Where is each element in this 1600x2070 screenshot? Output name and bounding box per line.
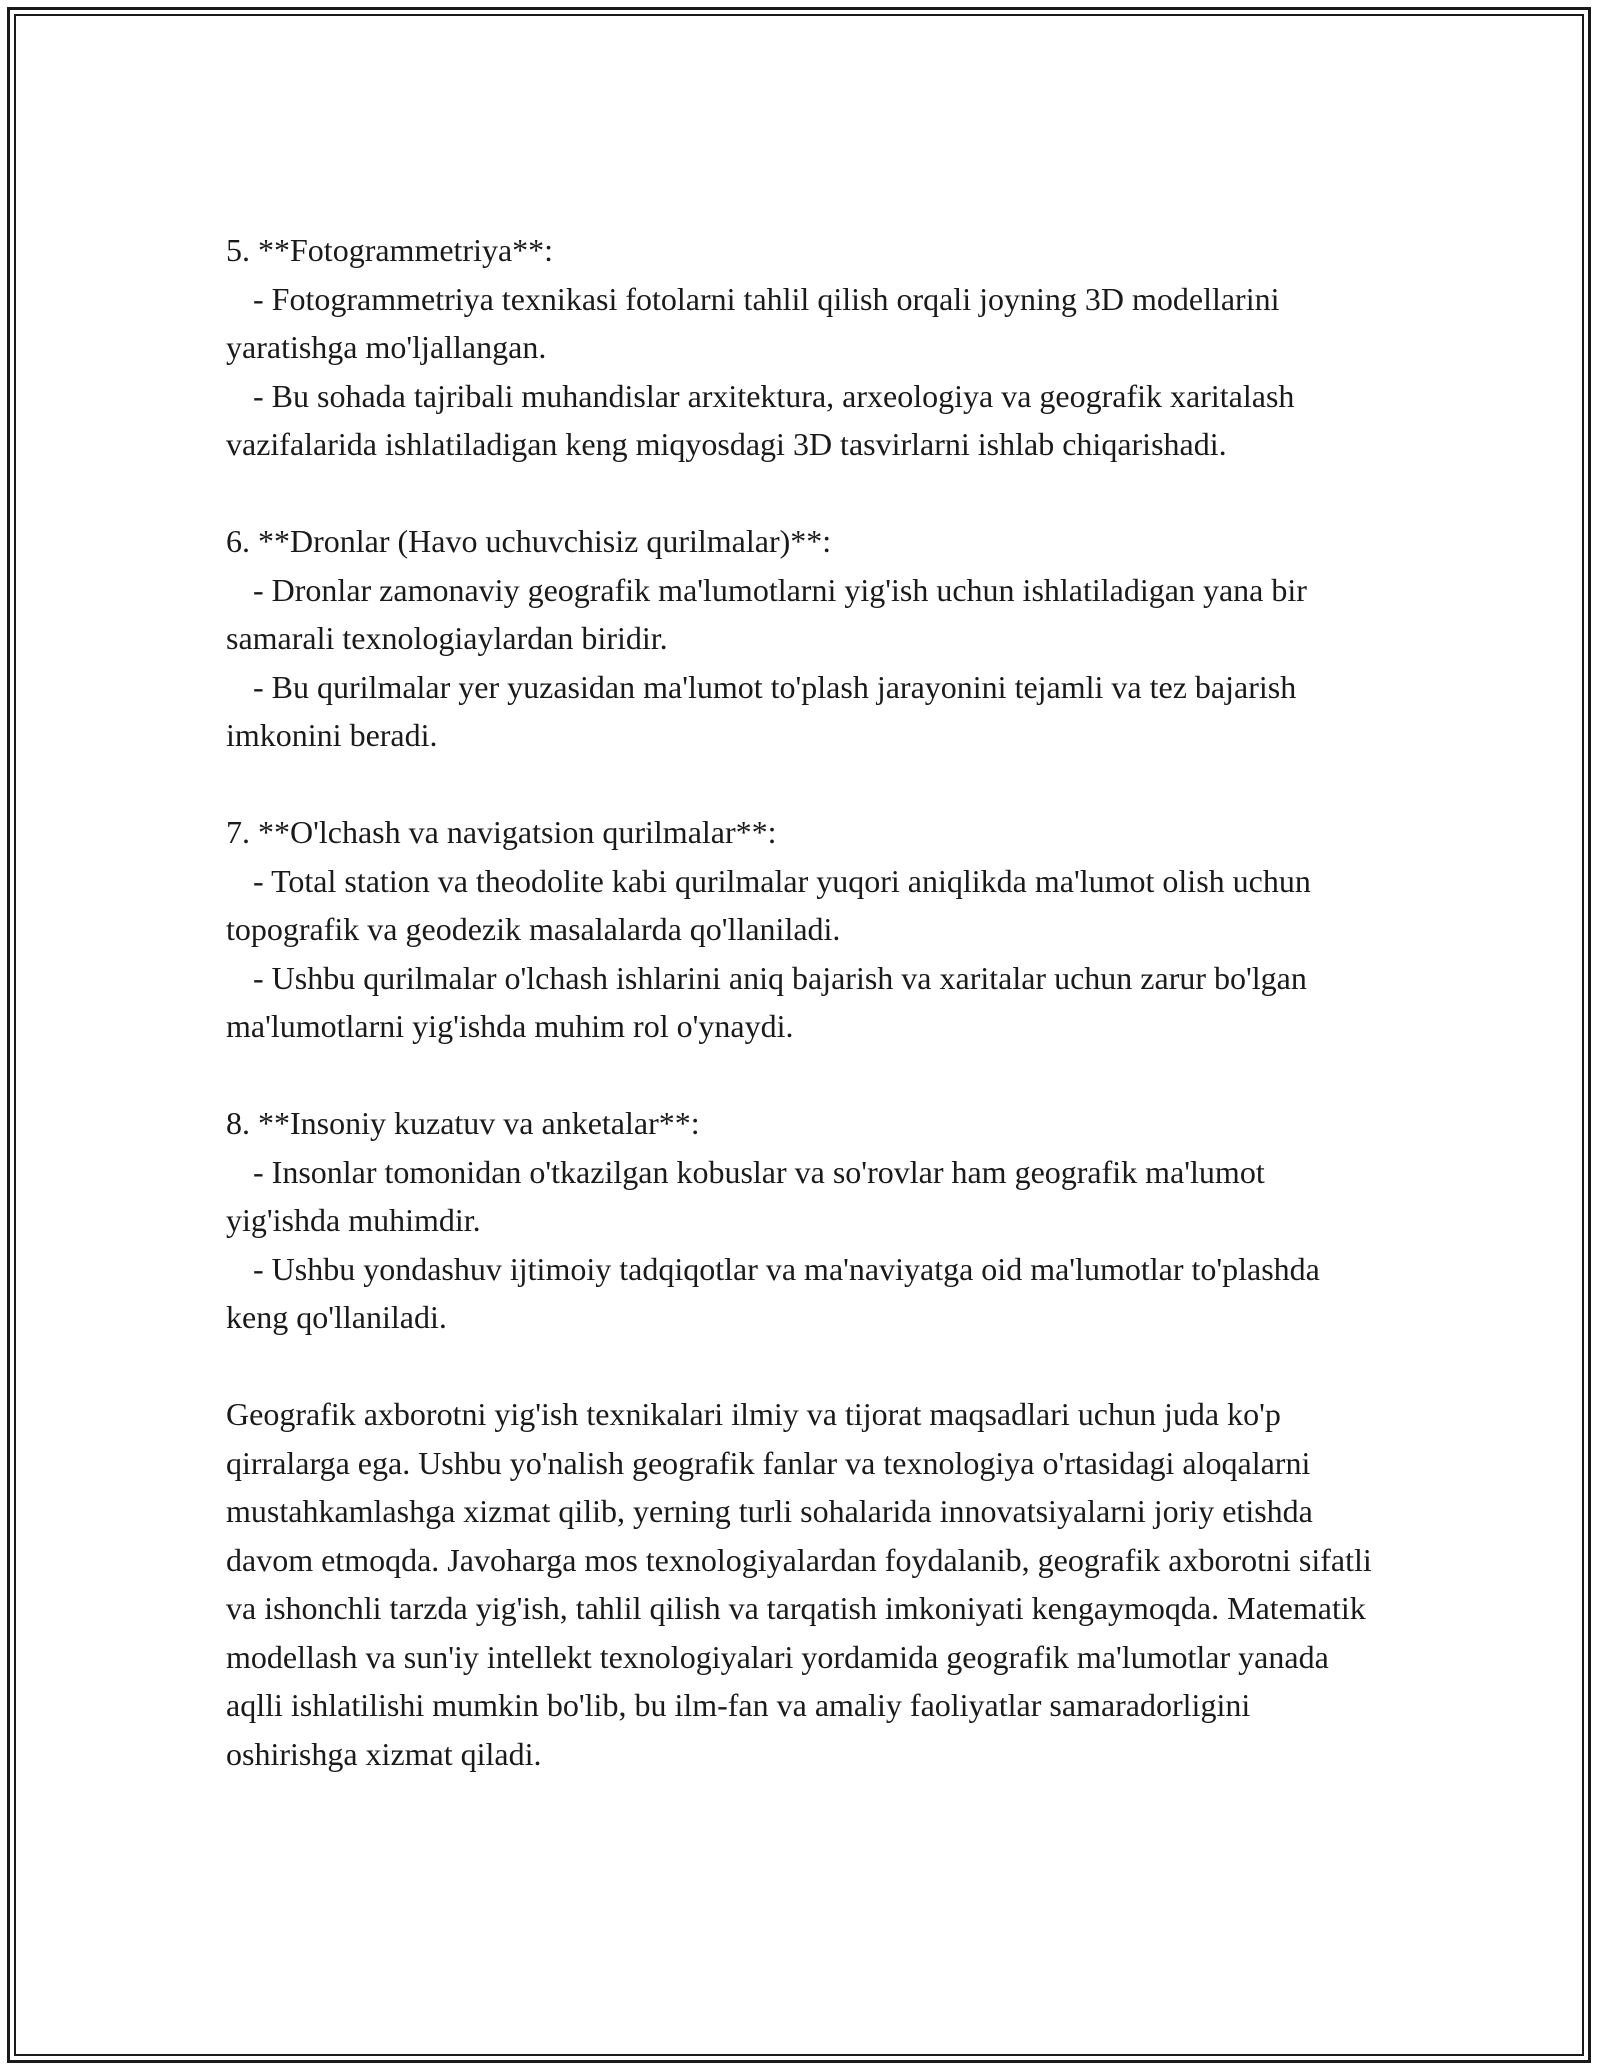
bullet-point: - Fotogrammetriya texnikasi fotolarni tahlil qilish orqali joyning 3D modellarini yaratishga mo'ljallangan. — [226, 280, 1280, 365]
section-heading: 5. **Fotogrammetriya**: — [226, 232, 554, 268]
bullet-point: - Bu qurilmalar yer yuzasidan ma'lumot to'plash jarayonini tejamli va tez bajarish imkonini beradi. — [226, 668, 1297, 753]
section-olchash — [226, 808, 1376, 1051]
section-insoniy-kuzatuv — [226, 1099, 1376, 1342]
conclusion-paragraph: Geografik axborotni yig'ish texnikalari ilmiy va tijorat maqsadlari uchun juda ko'p qirralarga ega. Ushbu yo'nalish geografik fanlar va texnologiya o'rtasidagi aloqalarni mustahkamlashga xizmat qilib, yerning turli sohalarida innovatsiyalarni joriy etishda davom etmoqda. Javoharga mos texnologiyalardan foydalanib, geografik axborotni sifatli va ishonchli tarzda yig'ish, tahlil qilish va tarqatish imkoniyati kengaymoqda. Matematik modellash va sun'iy intellekt texnologiyalari yordamida geografik ma'lumotlar yanada aqlli ishlatilishi mumkin bo'lib, bu ilm-fan va amaliy faoliyatlar samaradorligini oshirishga xizmat qiladi. — [226, 1396, 1372, 1772]
section-heading: 8. **Insoniy kuzatuv va anketalar**: — [226, 1105, 700, 1141]
bullet-point: - Ushbu qurilmalar o'lchash ishlarini aniq bajarish va xaritalar uchun zarur bo'lgan ma'lumotlarni yig'ishda muhim rol o'ynaydi. — [226, 959, 1307, 1044]
section-fotogrammetriya — [226, 226, 1376, 469]
section-dronlar — [226, 517, 1376, 760]
document-body — [226, 226, 1376, 1778]
bullet-point: - Insonlar tomonidan o'tkazilgan kobuslar va so'rovlar ham geografik ma'lumot yig'ishda muhimdir. — [226, 1153, 1265, 1238]
bullet-point: - Total station va theodolite kabi qurilmalar yuqori aniqlikda ma'lumot olish uchun topografik va geodezik masalalarda qo'llaniladi. — [226, 862, 1311, 947]
section-heading: 6. **Dronlar (Havo uchuvchisiz qurilmalar)**: — [226, 523, 832, 559]
bullet-point: - Bu sohada tajribali muhandislar arxitektura, arxeologiya va geografik xaritalash vazifalarida ishlatiladigan keng miqyosdagi 3D tasvirlarni ishlab chiqarishadi. — [226, 377, 1295, 462]
bullet-point: - Ushbu yondashuv ijtimoiy tadqiqotlar va ma'naviyatga oid ma'lumotlar to'plashda keng qo'llaniladi. — [226, 1250, 1320, 1335]
section-heading: 7. **O'lchash va navigatsion qurilmalar**: — [226, 814, 777, 850]
bullet-point: - Dronlar zamonaviy geografik ma'lumotlarni yig'ish uchun ishlatiladigan yana bir samarali texnologiaylardan biridir. — [226, 571, 1307, 656]
